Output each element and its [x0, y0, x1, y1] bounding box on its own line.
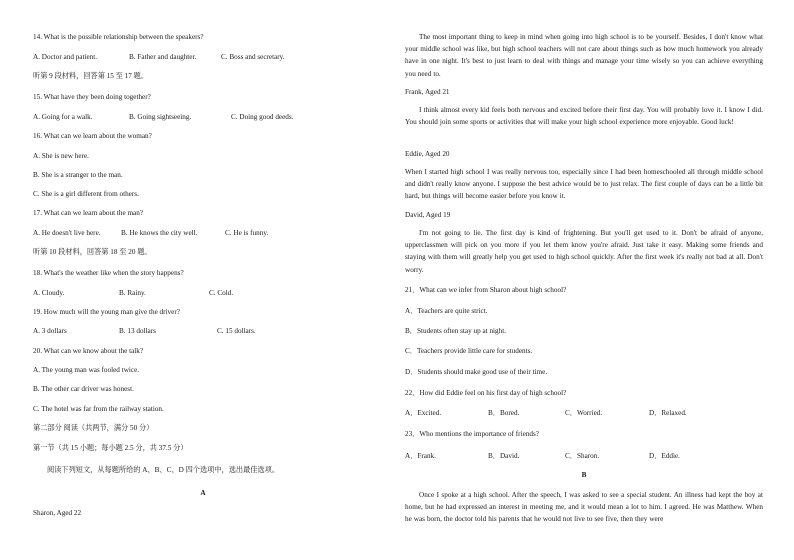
question-16-option-c: C. She is a girl different from others. [33, 190, 139, 198]
question-20-option-a: A. The young man was fooled twice. [33, 366, 140, 374]
option-c: C. Boss and secretary. [221, 53, 285, 61]
option-b: B. Rainy. [119, 289, 146, 297]
option-c: C．Sharon. [565, 452, 600, 460]
option-d: D．Eddie. [649, 452, 680, 460]
listening-material-9: 听第 9 段材料，回答第 15 至 17 题。 [33, 72, 149, 80]
paragraph-david: I'm not going to lie. The first day is kind of frightening. But you'll get used to it. Don't be afraid of anyone, upperclassmen will pick on you more if you let them know you're afraid. Just take it easy. Making some friends and staying with them will greatly help you get used to high school quickly. After the first week it's really not bad at all. Don't worry. [405, 229, 763, 274]
question-21-option-a: A．Teachers are quite strict. [405, 307, 488, 315]
question-21-option-d: D．Students should make good use of their time. [405, 368, 548, 376]
option-a: A．Frank. [405, 452, 436, 460]
option-a: A. Going for a walk. [33, 113, 93, 121]
question-20-option-c: C. The hotel was far from the railway station. [33, 405, 164, 413]
passage-b-label: B [581, 471, 587, 479]
part-two-heading: 第二部分 阅读（共两节，满分 50 分） [33, 424, 154, 432]
reading-instructions: 阅读下列短文，从每题所给的 A、B、C、D 四个选项中，选出最佳选项。 [47, 466, 280, 474]
question-23: 23．Who mentions the importance of friends? [405, 430, 539, 438]
option-a: A. 3 dollars [33, 327, 67, 335]
question-14: 14. What is the possible relationship between the speakers? [33, 33, 204, 41]
question-20-option-b: B. The other car driver was honest. [33, 385, 134, 393]
question-21-option-c: C．Teachers provide little care for students. [405, 347, 533, 355]
question-17: 17. What can we learn about the man? [33, 209, 144, 217]
option-b: B. Father and daughter. [129, 53, 197, 61]
question-18: 18. What's the weather like when the story happens? [33, 269, 184, 277]
question-15: 15. What have they been doing together? [33, 93, 151, 101]
option-d: D．Relaxed. [649, 409, 687, 417]
author-frank: Frank, Aged 21 [405, 88, 450, 96]
question-21-option-b: B．Students often stay up at night. [405, 327, 507, 335]
author-eddie: Eddie, Aged 20 [405, 150, 450, 158]
option-c: C. Cold. [209, 289, 234, 297]
paragraph-eddie: When I started high school I was really nervous too, especially since I had been homeschooled all through middle school and didn't really know anyone. I suppose the best advice would be to just relax. The first couple of days can be a little bit hard, but things will become easier before you know it. [405, 168, 763, 201]
option-b: B. 13 dollars [119, 327, 156, 335]
option-a: A. He doesn't live here. [33, 229, 101, 237]
question-16-option-b: B. She is a stranger to the man. [33, 171, 123, 179]
option-c: C. He is funny. [225, 229, 269, 237]
passage-a-label: A [200, 489, 206, 497]
option-b: B．Bored. [488, 409, 520, 417]
section-one-heading: 第一节（共 15 小题；每小题 2.5 分，共 37.5 分） [33, 444, 188, 452]
question-22: 22．How did Eddie feel on his first day of high school? [405, 389, 567, 397]
option-c: C. 15 dollars. [217, 327, 256, 335]
author-sharon: Sharon, Aged 22 [33, 509, 82, 517]
paragraph-passage-b: Once I spoke at a high school. After the speech, I was asked to see a special student. An illness had kept the boy at home, but he had expressed an interest in meeting me, and it would mean a lot to him. I agreed. He was Matthew. When he was born, the doctor told his parents that he would not live to see five, then they were [405, 491, 763, 524]
question-21: 21．What can we infer from Sharon about high school? [405, 286, 567, 294]
question-16-option-a: A. She is new here. [33, 152, 89, 160]
option-b: B. Going sightseeing. [129, 113, 192, 121]
question-19: 19. How much will the young man give the driver? [33, 308, 180, 316]
author-david: David, Aged 19 [405, 211, 451, 219]
question-20: 20. What can we know about the talk? [33, 347, 144, 355]
question-16: 16. What can we learn about the woman? [33, 132, 152, 140]
option-a: A. Doctor and patient. [33, 53, 98, 61]
paragraph-frank: I think almost every kid feels both nervous and excited before their first day. You will probably love it. I know I did. You should join some sports or activities that will make your high school experience more enjoyable. Good luck! [405, 106, 763, 127]
option-a: A. Cloudy. [33, 289, 65, 297]
paragraph-sharon: The most important thing to keep in mind when going into high school is to be yourself. Besides, I don't know what your middle school was like, but high school teachers will not care about things such as how much homework you already have in one night. It's best to just learn to deal with things and manage your time wisely so you can achieve everything you need to. [405, 33, 763, 78]
option-a: A．Excited. [405, 409, 442, 417]
option-c: C. Doing good deeds. [231, 113, 294, 121]
option-b: B. He knows the city well. [121, 229, 198, 237]
option-c: C．Worried. [565, 409, 603, 417]
option-b: B．David. [488, 452, 520, 460]
listening-material-10: 听第 10 段材料，回答第 18 至 20 题。 [33, 248, 152, 256]
